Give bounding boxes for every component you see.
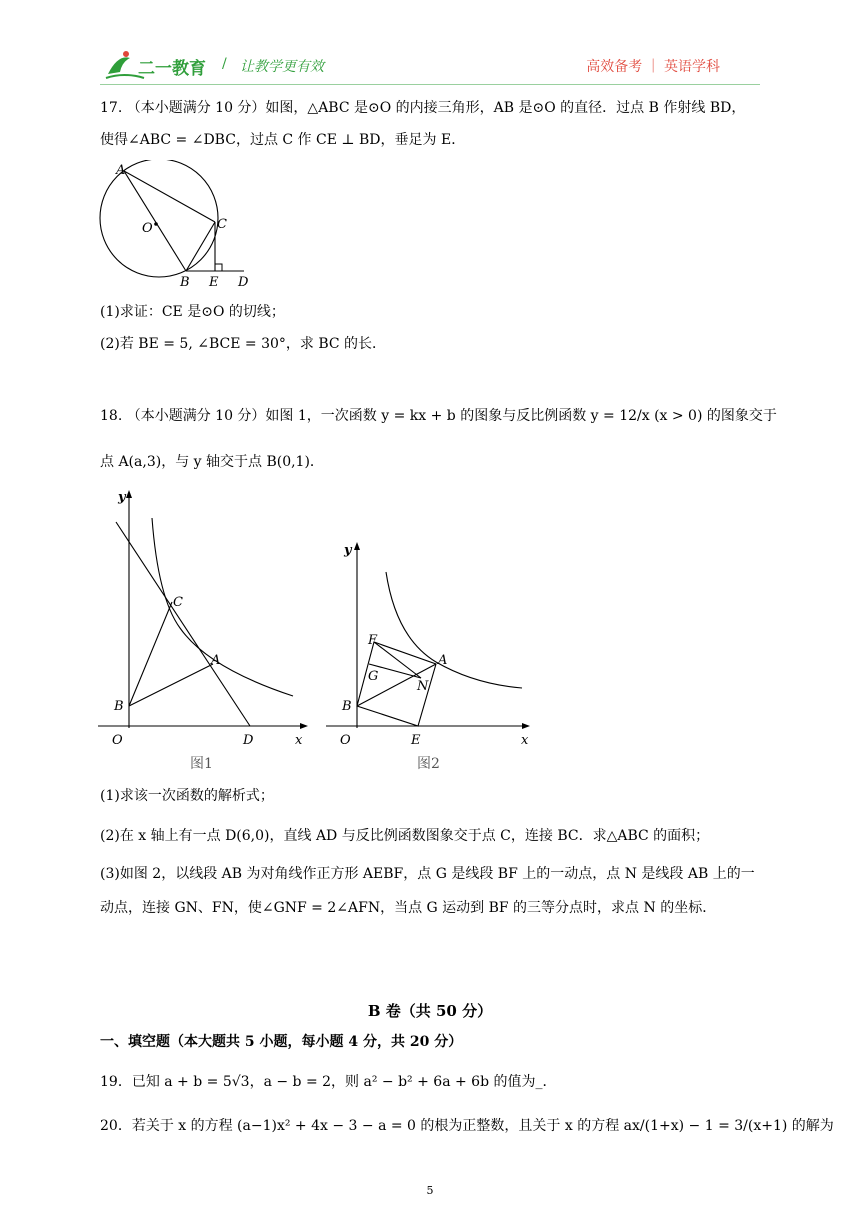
f1-label-A: A [211,653,221,668]
brand-logo [104,48,224,82]
label-E: E [209,275,219,290]
q18-part2: (2)在 x 轴上有一点 D(6,0)，直线 AD 与反比例函数图象交于点 C，连接 BC．求△ABC 的面积； [100,828,710,844]
f1-label-B: B [114,699,124,714]
q17-stem-line1: 17. （本小题满分 10 分）如图，△ABC 是⊙O 的内接三角形，AB 是⊙O 的直径．过点 B 作射线 BD， [100,100,746,116]
f2-label-B: B [342,699,352,714]
header-divider: / [222,56,227,72]
f2-label-y: y [344,543,352,558]
f2-label-E: E [411,733,421,748]
f1-label-D: D [243,733,254,748]
header-rule [100,84,760,85]
q18-figure1 [98,488,310,778]
header-slogan: 让教学更有效 [240,58,324,74]
header-subject: 高效备考 ｜ 英语学科 [586,58,720,74]
q18-stem-line2: 点 A(a,3)，与 y 轴交于点 B(0,1)． [100,454,324,470]
q20-text: 20．若关于 x 的方程 (a−1)x² + 4x − 3 − a = 0 的根为正整数，且关于 x 的方程 ax/(1+x) − 1 = 3/(x+1) 的解为 [100,1118,834,1134]
section-b-title: B 卷（共 50 分） [367,1002,493,1020]
f2-label-F: F [368,633,378,648]
f2-label-A: A [438,653,448,668]
f2-label-O: O [340,733,351,748]
q18-part1: (1)求该一次函数的解析式； [100,788,274,804]
q17-part2: (2)若 BE = 5, ∠BCE = 30°，求 BC 的长． [100,336,387,352]
label-O: O [142,221,153,236]
label-D: D [238,275,249,290]
q17-part1: (1)求证：CE 是⊙O 的切线； [100,304,285,320]
q18-figure2 [324,538,538,778]
f2-label-G: G [368,669,379,684]
q17-figure [96,160,256,290]
f1-label-y: y [118,490,126,505]
q18-stem-line1: 18. （本小题满分 10 分）如图 1，一次函数 y = kx + b 的图象与反比例函数 y = 12/x (x > 0) 的图象交于 [100,408,777,424]
f2-label-N: N [417,679,429,694]
f1-label-O: O [112,733,123,748]
section-b-part-title: 一、填空题（本大题共 5 小题，每小题 4 分，共 20 分） [100,1034,463,1050]
q18-part3-line2: 动点，连接 GN、FN，使∠GNF = 2∠AFN，当点 G 运动到 BF 的三等分点时，求点 N 的坐标． [100,900,717,916]
f2-label-x: x [521,733,529,748]
label-B: B [180,275,190,290]
label-C: C [217,217,227,232]
label-A: A [116,163,126,178]
runner-icon [108,57,130,74]
page-number: 5 [426,1184,434,1197]
f1-label-C: C [173,595,183,610]
f2-caption: 图2 [417,756,440,772]
f1-caption: 图1 [190,756,213,772]
logo-text: 二一教育 [138,59,206,78]
q18-part3-line1: (3)如图 2，以线段 AB 为对角线作正方形 AEBF，点 G 是线段 BF 上的一动点，点 N 是线段 AB 上的一 [100,866,755,882]
q19-text: 19．已知 a + b = 5√3，a − b = 2，则 a² − b² + 6a + 6b 的值为_． [100,1074,557,1090]
f1-label-x: x [295,733,303,748]
q17-stem-line2: 使得∠ABC = ∠DBC，过点 C 作 CE ⊥ BD，垂足为 E． [100,132,466,148]
